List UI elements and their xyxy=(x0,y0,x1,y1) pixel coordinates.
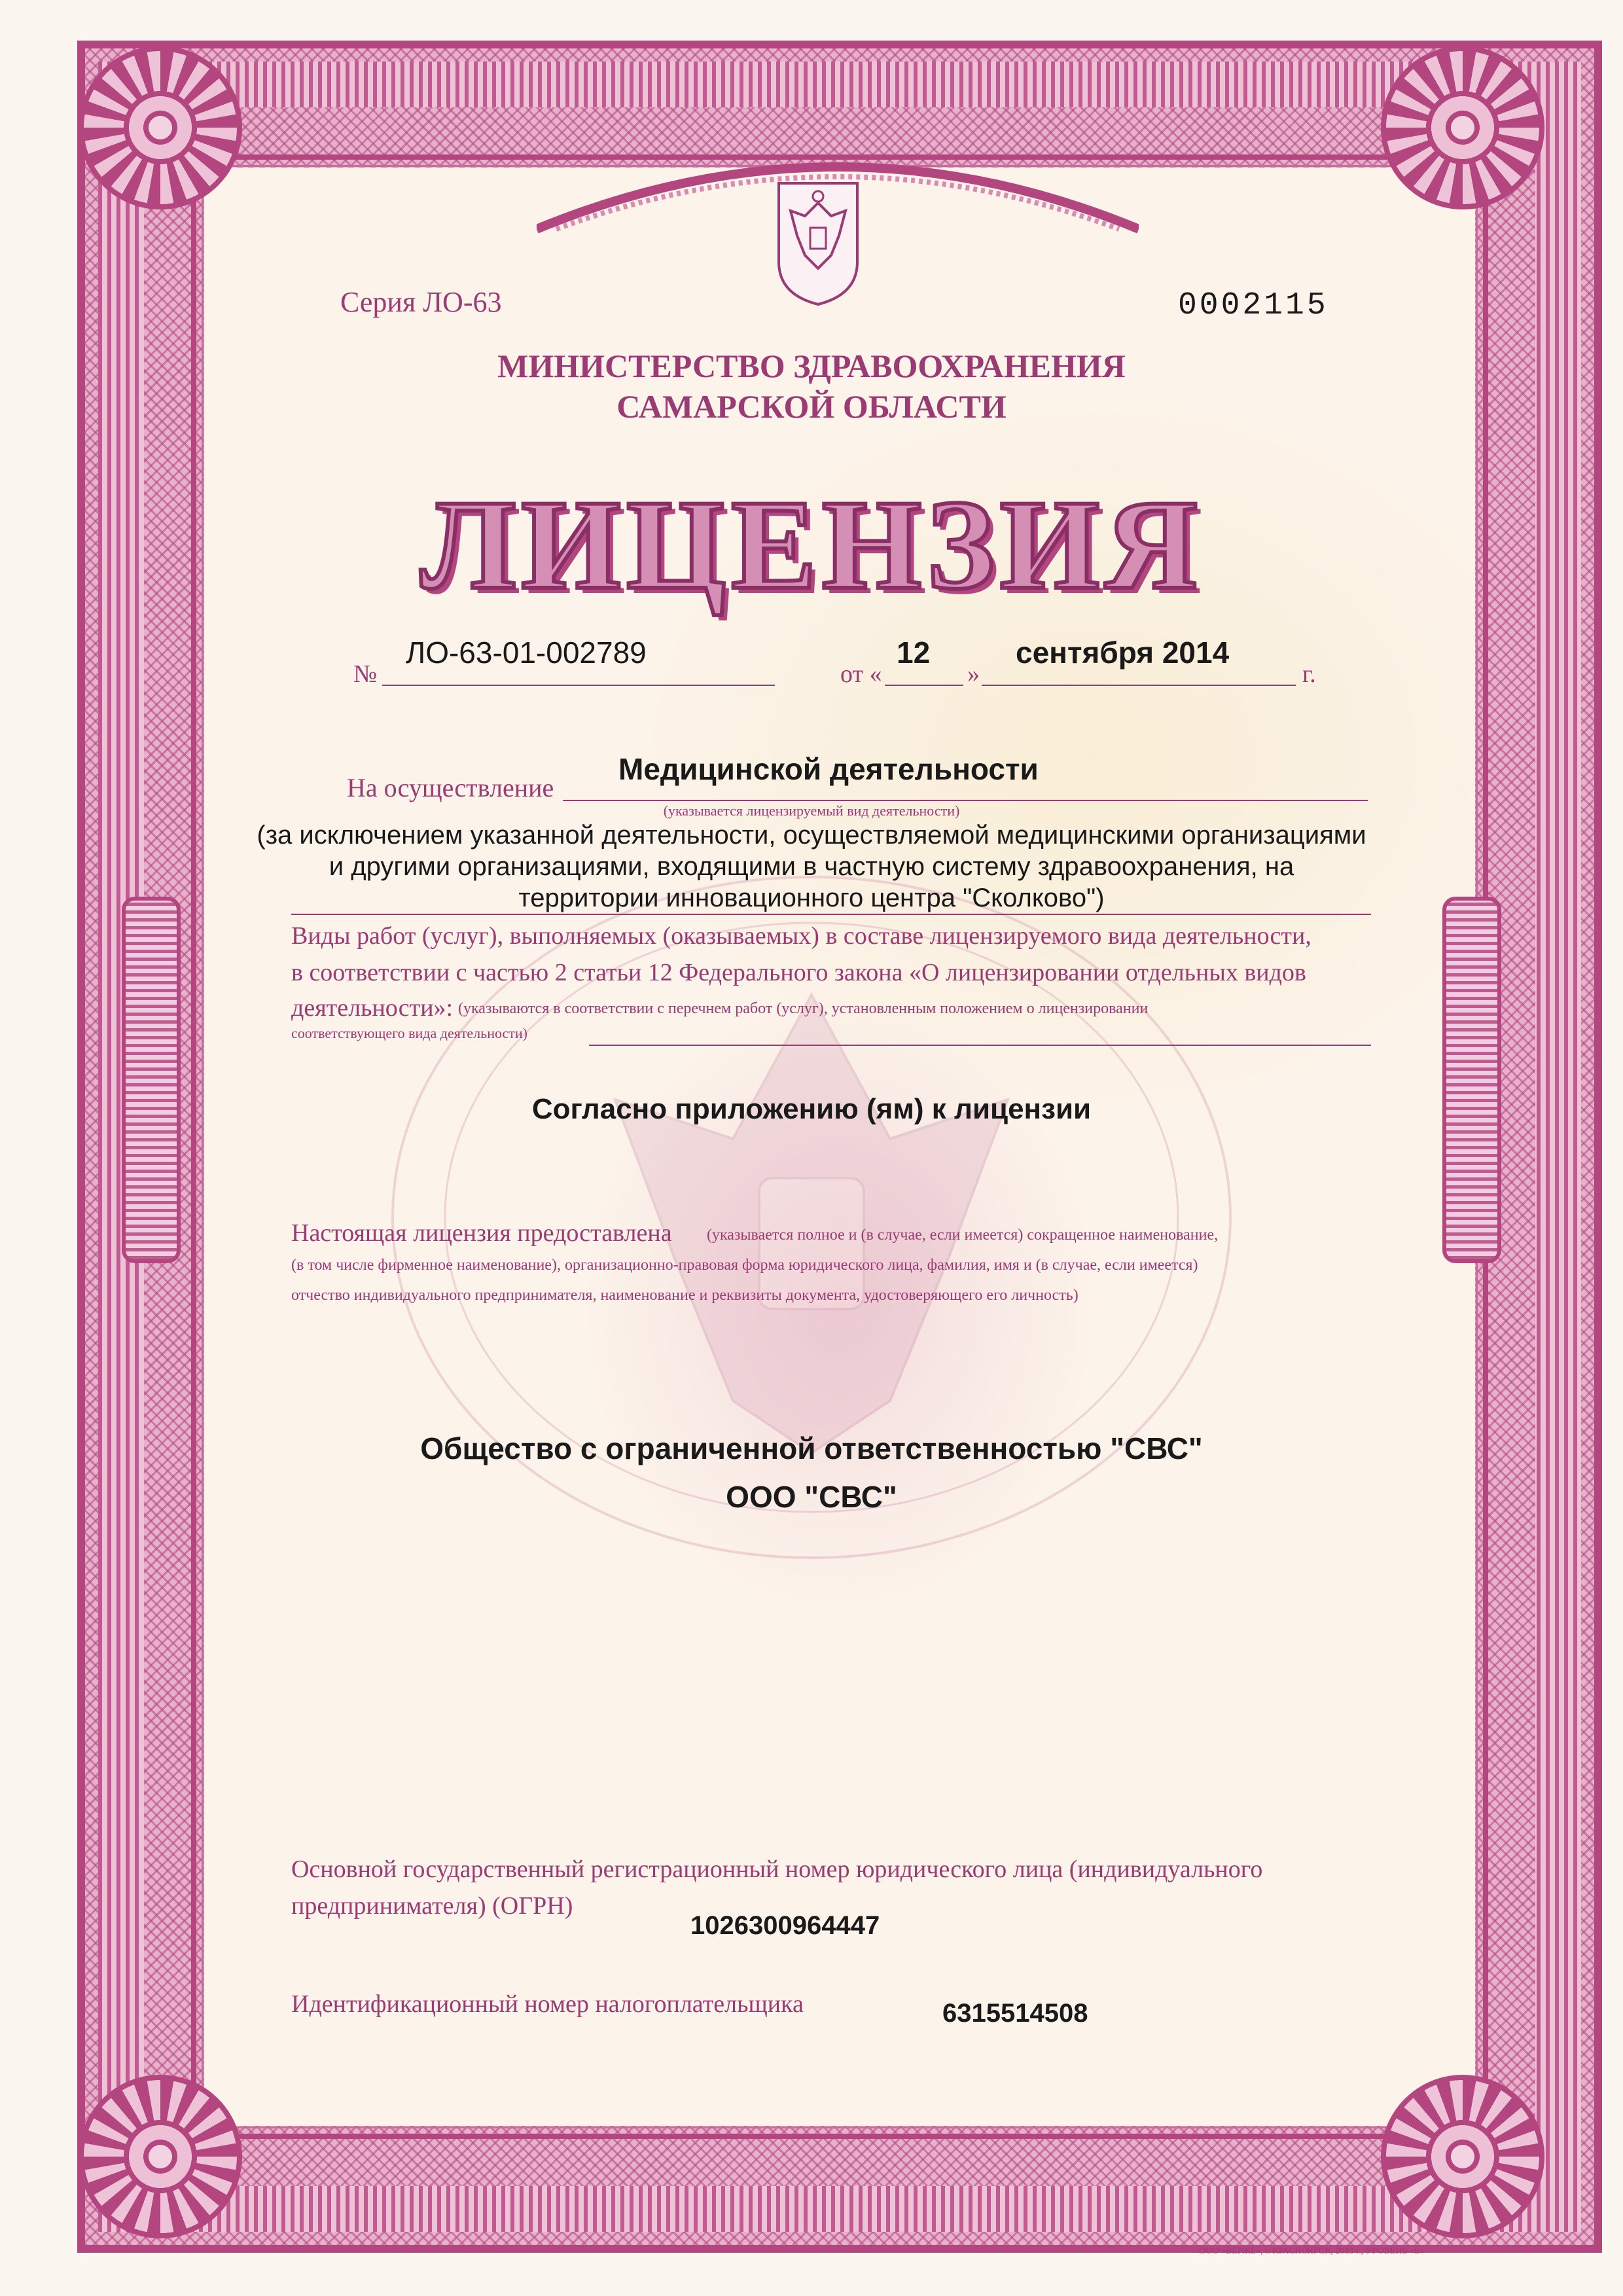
corner-rosette-icon xyxy=(79,2075,242,2238)
works-line4-hint: соответствующего вида деятельности) xyxy=(291,1025,528,1041)
blank-number: 0002115 xyxy=(1178,288,1329,323)
licensee-short-name: ООО "СВС" xyxy=(726,1480,897,1514)
inn-value: 6315514508 xyxy=(942,1999,1088,2028)
corner-rosette-icon xyxy=(79,46,242,209)
activity-label: На осуществление xyxy=(347,773,554,802)
works-line1: Виды работ (услуг), выполняемых (оказываемых) в составе лицензируемого вида деятельности, xyxy=(291,922,1311,950)
licensee-full-name: Общество с ограниченной ответственностью "СВС" xyxy=(420,1431,1203,1465)
day-underline xyxy=(885,685,963,686)
printer-imprint: ООО «ВЕРЖЕ», г. КРАСНОЯРСК, 2013 г., УРОВЕНЬ «Б» xyxy=(1199,2246,1425,2256)
activity-exclusion-underline xyxy=(291,914,1371,915)
year-suffix: г. xyxy=(1302,660,1316,688)
works-line2: в соответствии с частью 2 статьи 12 Федерального закона «О лицензировании отдельных видов xyxy=(291,959,1306,986)
ogrn-value: 1026300964447 xyxy=(690,1911,880,1940)
works-underline xyxy=(589,1045,1371,1046)
ogrn-label-line2: предпринимателя) (ОГРН) xyxy=(291,1892,573,1920)
activity-hint: (указывается лицензируемый вид деятельности) xyxy=(663,802,960,819)
ministry-name-line1: МИНИСТЕРСТВО ЗДРАВООХРАНЕНИЯ xyxy=(497,348,1126,384)
licensee-line1-main: Настоящая лицензия предоставлена xyxy=(291,1219,672,1247)
document-title: ЛИЦЕНЗИЯ xyxy=(420,474,1203,616)
corner-rosette-icon xyxy=(1381,46,1544,209)
series-label: Серия ЛО-63 xyxy=(340,286,502,318)
works-line3-hint: (указываются в соответствии с перечнем работ (услуг), установленным положением о лицензировании xyxy=(458,1000,1149,1017)
number-underline xyxy=(382,685,775,686)
ministry-name-line2: САМАРСКОЙ ОБЛАСТИ xyxy=(616,388,1007,425)
inn-label: Идентификационный номер налогоплательщика xyxy=(291,1990,804,2018)
license-day: 12 xyxy=(897,636,931,670)
date-mid: » xyxy=(967,660,980,688)
activity-underline xyxy=(563,800,1368,801)
coat-of-arms-icon xyxy=(772,177,864,308)
month-underline xyxy=(982,685,1296,686)
activity-value: Медицинской деятельности xyxy=(618,752,1039,786)
side-ornament-right xyxy=(1442,897,1501,1263)
works-value: Согласно приложению (ям) к лицензии xyxy=(531,1093,1092,1125)
license-month-year: сентября 2014 xyxy=(1016,636,1230,670)
date-prefix: от « xyxy=(840,660,882,688)
activity-exclusion-line3: территории инновационного центра "Сколково") xyxy=(518,884,1105,912)
works-line3-main: деятельности»: xyxy=(291,994,454,1022)
side-ornament-left xyxy=(122,897,181,1263)
activity-exclusion-line2: и другими организациями, входящими в частную систему здравоохранения, на xyxy=(329,852,1294,881)
activity-exclusion-line1: (за исключением указанной деятельности, осуществляемой медицинскими организациями xyxy=(257,821,1366,850)
licensee-line3-hint: отчество индивидуального предпринимателя, наименование и реквизиты документа, удостоверяющего его личность) xyxy=(291,1287,1079,1304)
license-number: ЛО-63-01-002789 xyxy=(406,636,647,670)
licensee-line1-hint: (указывается полное и (в случае, если имеется) сокращенное наименование, xyxy=(707,1227,1219,1244)
corner-rosette-icon xyxy=(1381,2075,1544,2238)
number-prefix: № xyxy=(353,660,378,688)
licensee-line2-hint: (в том числе фирменное наименование), организационно-правовая форма юридического лица, фамилия, имя и (в случае, если имеется) xyxy=(291,1257,1198,1274)
ogrn-label-line1: Основной государственный регистрационный номер юридического лица (индивидуального xyxy=(291,1856,1263,1883)
